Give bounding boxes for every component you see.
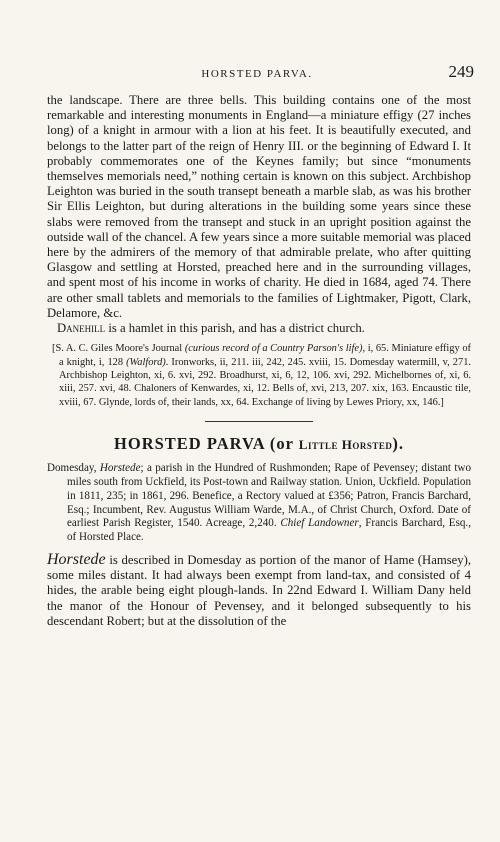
section-title-open: (or: [264, 434, 299, 454]
history-lead-word: Horstede: [47, 551, 106, 569]
section-title-main: HORSTED PARVA: [114, 434, 265, 454]
notes-italic-1: (curious record of a Country Parson's life): [184, 343, 363, 355]
continuation-paragraph: the landscape. There are three bells. This building contains one of the most remarkable and interesting monuments in England—a miniature effigy (27 inches long) of a knight in armour with a lion at his feet. It is beautifully executed, and belongs to the latter part of the reign of Henry III. or the beginning of Edward I. It probably commemorates one of the Keynes family; but since “monuments themselves memorials need,” nothing certain is known on this subject. Archbishop Leighton was buried in the south transept beneath a marble slab, as was his brother Sir Ellis Leighton, but during alterations in the building some years since these slabs were removed from the transept and stuck in an upright position against the outside wall of the chancel. A few years since a more suitable memorial was placed here by the admirers of the memory of that admirable prelate, who after quitting Glasgow and settling at Horsted, preached here and in the surrounding villages, and spent most of his income in works of charity. He died in 1684, aged 74. There are other small tablets and memorials to the families of Lightmaker, Pigott, Clark, Delamore, &c.: [47, 93, 471, 320]
gazetteer-landowner-label: Chief Landowner: [280, 517, 359, 530]
parish-gazetteer-entry: [47, 462, 471, 545]
section-title: [47, 434, 471, 454]
page-number: 249: [448, 62, 474, 81]
page-header: [40, 62, 474, 84]
notes-text-2: , i, 65. Miniature effigy of a knight, i, 128: [59, 343, 471, 368]
notes-text-1: [S. A. C. Giles Moore's Journal: [52, 343, 185, 355]
section-title-small-caps: Little Horsted: [298, 437, 393, 453]
gazetteer-domesday-name: Horstede: [99, 462, 141, 475]
notes-text-3: . Ironworks, ii, 211. iii, 242, 245. xviii, 15. Domesday watermill, v, 271. Archbishop Leighton, xi, 6. xvi, 292. Broadhurst, xi, 6, 12, 106. xvi, 292. Michelbornes of, xi, 6. xiii, 257. xvi, 48. Chaloners of Kenwardes, xi, 12. Bells of, xvi, 213, 207. xix, 163. Encaustic tile, xviii, 67. Glynde, lords of, their lands, xx, 64. Exchange of living by Lewes Priory, xx, 146.]: [59, 356, 471, 408]
notes-italic-2: (Walford): [126, 356, 166, 368]
section-title-close: ).: [392, 434, 404, 454]
running-head: HORSTED PARVA.: [201, 68, 313, 80]
danehill-paragraph: [47, 321, 471, 336]
history-text: is described in Domesday as portion of the manor of Hame (Hamsey), some miles distant. It had always been exempt from land-tax, and consisted of 4 hides, the arable being eight plough-lands. In 22nd Edward I. William Dany held the manor of the Honour of Pevensey, and it belonged subsequently to his descendant Robert; but at the dissolution of the: [47, 553, 471, 628]
section-divider: [205, 421, 313, 422]
page-body: [47, 93, 471, 629]
gazetteer-text: ; a parish in the Hundred of Rushmonden; Rape of Pevensey; distant two miles south from Uckfield, its Post-town and Railway station. Union, Uckfield. Population in 1811, 235; in 1861, 296. Benefice, a Rectory valued at £356; Patron, Francis Barchard, Esq.; Incumbent, Rev. Augustus William Warde, M.A., of Christ Church, Oxford. Date of earliest Parish Register, 1540. Acreage, 2,240.: [67, 462, 471, 530]
reference-notes: [47, 342, 471, 409]
history-paragraph: [47, 552, 471, 629]
danehill-name: Danehill: [57, 321, 106, 336]
gazetteer-lead: Domesday,: [47, 462, 100, 475]
horsted-keynes-continuation: [47, 93, 471, 336]
gazetteer-landowner: , Francis Barchard, Esq., of Horsted Place.: [67, 517, 471, 544]
danehill-text: is a hamlet in this parish, and has a district church.: [105, 321, 365, 336]
